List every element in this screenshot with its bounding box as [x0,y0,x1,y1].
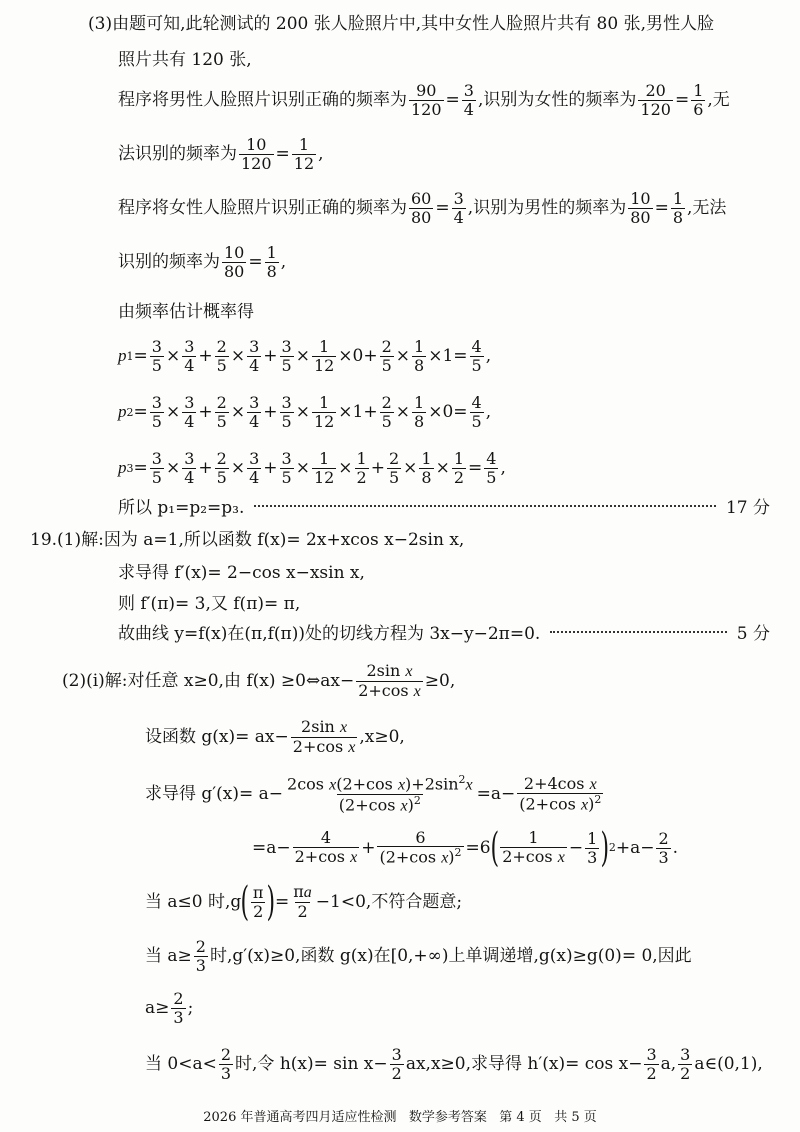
text-line-with-score: 故曲线 y=f(x)在(π,f(π))处的切线方程为 3x−y−2π=0. 5 分 [118,624,770,644]
text-line: (2)(i)解:对任意 x≥0,由 f(x) ≥0⇔ax− $\frac{\text{2sin x}}{\text{2+cos x}}$ ≥0, [62,661,456,700]
page-footer: 2026 年普通高考四月适应性检测 数学参考答案 第 4 页 共 5 页 [203,1110,597,1125]
text-line: 程序将女性人脸照片识别正确的频率为 $\frac{60}{80}$ = $\frac{3}{4}$ ,识别为男性的频率为 $\frac{10}{80}$ = $\frac{1}{8}$ ,无法 [118,189,727,227]
fraction: $\frac{3}{4}$ [453,189,464,227]
equation-p3: p 3 = $\frac{3}{5}$ × $\frac{3}{4}$ + $\frac{2}{5}$ × $\frac{3}{4}$ + $\frac{3}{5}$ × $\frac{1}{12}$ × $\frac{1}{2}$ + $\frac{2}{5}$ × $\frac{1}{8}$ × $\frac{1}{2}$ = $\frac{4}{5}$ , [118,449,506,487]
text-line: 则 f′(π)= 3,又 f(π)= π, [118,594,301,614]
fraction: $\frac{60}{80}$ [411,189,432,227]
fraction: $\frac{20}{120}$ [640,81,671,119]
equation-g-prime-cont: =a− $\frac{4}{\text{2+cos x}}$ + $\frac{6}{(2+\cos x)^2}$ =6 ( $\frac{1}{\text{2+cos x}}$ − $\frac{1}{3}$ ) 2 +a− $\frac{2}{3}$ . [252,825,679,871]
question-19-header: 19.(1)解:因为 a=1,所以函数 f(x)= 2x+xcos x−2sin x, [30,530,465,550]
text-line: 求导得 f′(x)= 2−cos x−xsin x, [118,563,365,583]
text-line: 当 0<a< $\frac{2}{3}$ 时,令 h(x)= sin x− $\frac{3}{2}$ ax,x≥0,求导得 h′(x)= cos x− $\frac{3}{2}$ a, $\frac{3}{2}$ a∈(0,1), [145,1045,763,1083]
text-line: 设函数 g(x)= ax− $\frac{\text{2sin x}}{\text{2+cos x}}$ ,x≥0, [145,717,405,756]
text-line: 程序将男性人脸照片识别正确的频率为 $\frac{90}{120}$ = $\frac{3}{4}$ ,识别为女性的频率为 $\frac{20}{120}$ = $\frac{1}{6}$ ,无 [118,81,730,119]
fraction: $\frac{1}{6}$ [693,81,704,119]
fraction: $\frac{1}{12}$ [293,135,315,173]
fraction: $\frac{3}{4}$ [463,81,474,119]
fraction: $\frac{10}{120}$ [241,135,272,173]
equation-p1: p 1 = $\frac{3}{5}$ × $\frac{3}{4}$ + $\frac{2}{5}$ × $\frac{3}{4}$ + $\frac{3}{5}$ × $\frac{1}{12}$ ×0+ $\frac{2}{5}$ × $\frac{1}{8}$ ×1= $\frac{4}{5}$ , [118,337,492,375]
text-line: 法识别的频率为 $\frac{10}{120}$ = $\frac{1}{12}$ , [118,135,324,173]
text-line: 照片共有 120 张, [118,50,252,70]
fraction: $\frac{1}{8}$ [672,189,683,227]
fraction: $\frac{10}{80}$ [630,189,651,227]
text-line: 识别的频率为 $\frac{10}{80}$ = $\frac{1}{8}$ , [118,243,287,281]
fraction: $\frac{1}{8}$ [266,243,277,281]
text-line-with-score: 所以 p₁=p₂=p₃. 17 分 [118,498,770,518]
equation-p2: p 2 = $\frac{3}{5}$ × $\frac{3}{4}$ + $\frac{2}{5}$ × $\frac{3}{4}$ + $\frac{3}{5}$ × $\frac{1}{12}$ ×1+ $\frac{2}{5}$ × $\frac{1}{8}$ ×0= $\frac{4}{5}$ , [118,393,492,431]
text-line: (3)由题可知,此轮测试的 200 张人脸照片中,其中女性人脸照片共有 80 张,男性人脸 [88,14,714,34]
text-line: 当 a≤0 时,g ( $\frac{\pi}{2}$ ) = $\frac{\pi a}{2}$ −1<0,不符合题意; [145,879,463,925]
text-line: 当 a≥ $\frac{2}{3}$ 时,g′(x)≥0,函数 g(x)在[0,+∞)上单调递增,g(x)≥g(0)= 0,因此 [145,937,692,975]
score-label: 5 分 [736,624,770,644]
text-line: 由频率估计概率得 [118,302,254,322]
text-line: a≥ $\frac{2}{3}$ ; [145,989,194,1027]
fraction: $\frac{90}{120}$ [411,81,442,119]
dot-leader [254,505,716,507]
dot-leader [550,631,726,633]
equation-g-prime: 求导得 g′(x)= a− $\frac{2\cos x(2+\cos x)+2\sin^2x}{(2+\cos x)^2}$ =a− $\frac{\text{2+4cos x}}{(2+\cos x)^2}$ [145,773,602,815]
score-label: 17 分 [725,498,770,518]
fraction: $\frac{10}{80}$ [224,243,245,281]
